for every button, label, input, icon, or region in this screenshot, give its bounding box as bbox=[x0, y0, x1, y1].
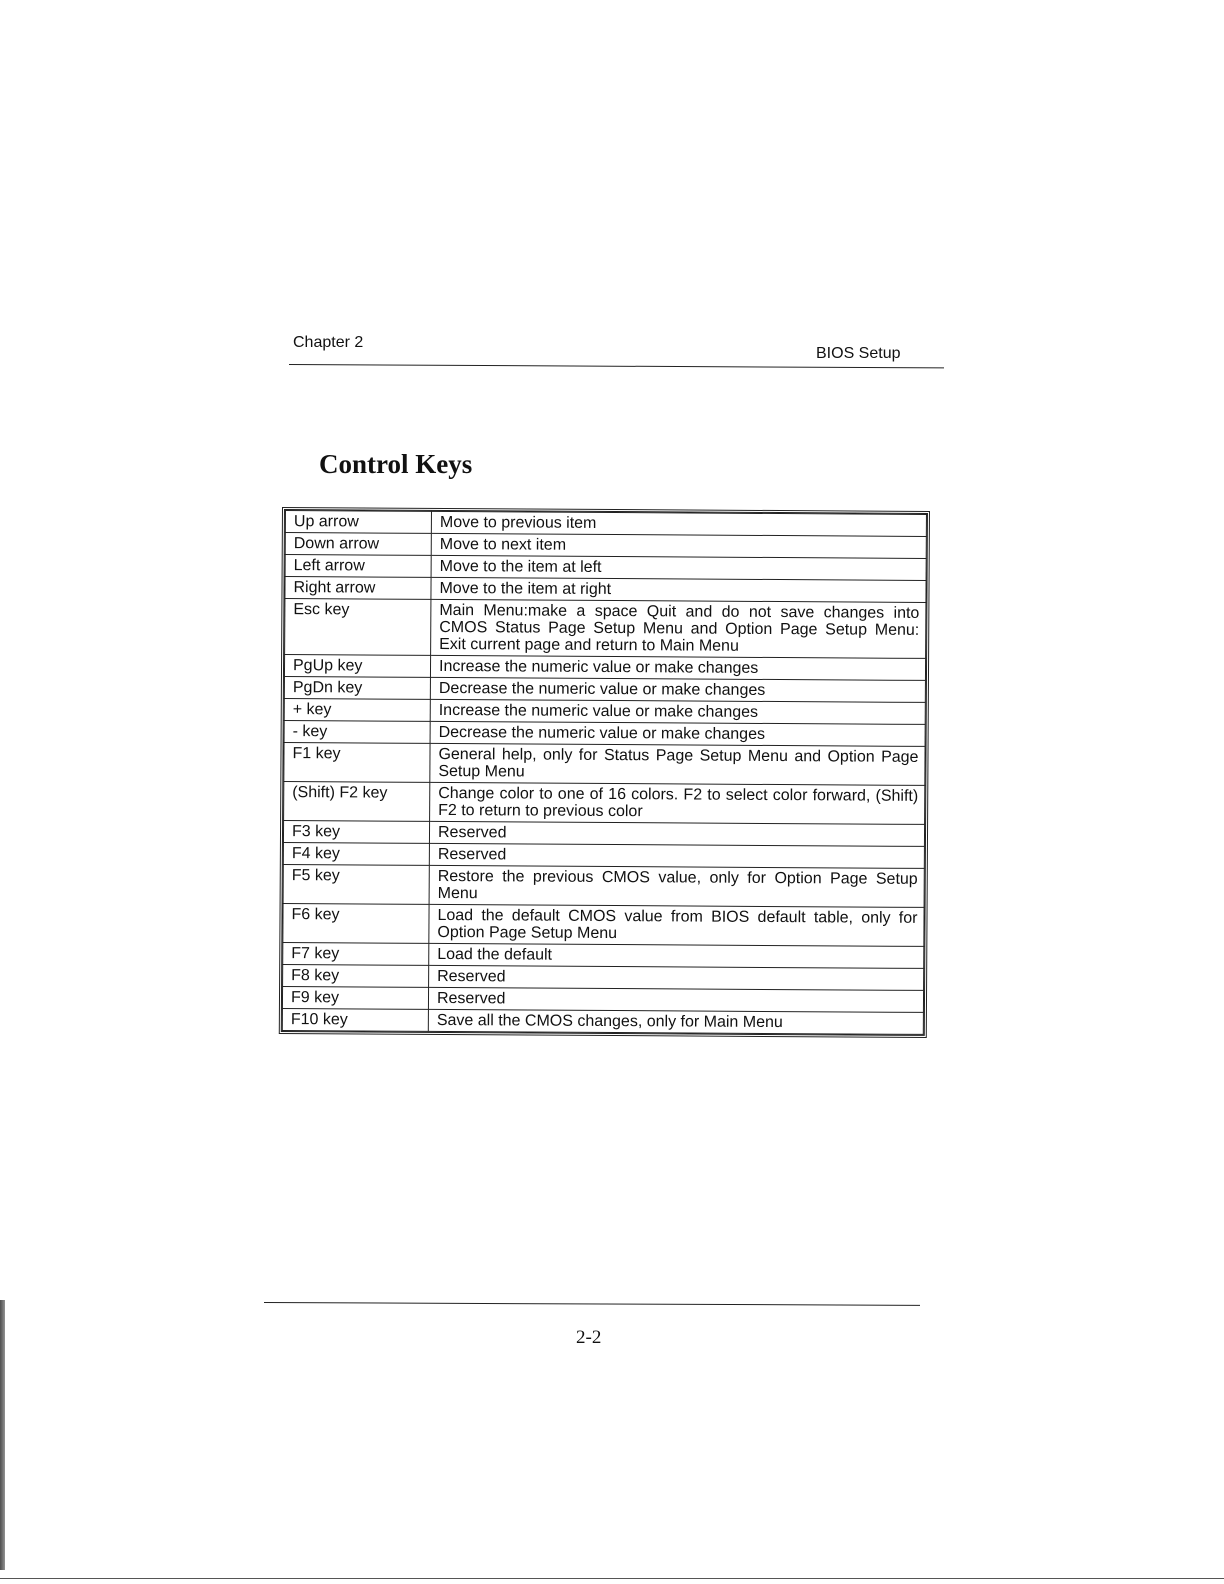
key-cell: PgDn key bbox=[284, 677, 430, 700]
description-cell: Decrease the numeric value or make changes bbox=[430, 721, 925, 746]
key-cell: PgUp key bbox=[284, 655, 430, 678]
table-row bbox=[283, 904, 924, 947]
description-cell: Reserved bbox=[429, 965, 924, 990]
description-cell: Move to the item at left bbox=[431, 555, 926, 580]
page-number: 2-2 bbox=[576, 1327, 602, 1348]
description-cell: General help, only for Status Page Setup Menu and Option Page Setup Menu bbox=[430, 743, 925, 785]
table-row bbox=[283, 865, 924, 908]
description-cell: Restore the previous CMOS value, only for Option Page Setup Menu bbox=[429, 865, 924, 907]
description-cell: Increase the numeric value or make changes bbox=[430, 655, 925, 680]
description-cell: Move to next item bbox=[431, 533, 926, 558]
key-cell: F3 key bbox=[283, 821, 429, 844]
key-cell: Esc key bbox=[285, 599, 431, 656]
description-cell: Reserved bbox=[429, 821, 924, 846]
key-cell: F9 key bbox=[282, 987, 428, 1010]
scan-bottom-rule bbox=[0, 1578, 1224, 1579]
key-cell: Left arrow bbox=[285, 555, 431, 578]
description-cell: Load the default bbox=[429, 943, 924, 968]
key-cell: (Shift) F2 key bbox=[284, 782, 430, 822]
description-cell: Load the default CMOS value from BIOS default table, only for Option Page Setup Menu bbox=[429, 904, 924, 946]
footer-rule bbox=[264, 1302, 920, 1306]
description-cell: Move to previous item bbox=[431, 511, 926, 536]
table-row bbox=[285, 599, 926, 659]
key-cell: F6 key bbox=[283, 904, 429, 944]
header-section: BIOS Setup bbox=[816, 345, 901, 362]
key-cell: - key bbox=[284, 721, 430, 744]
table-row bbox=[284, 743, 925, 786]
description-cell: Main Menu:make a space Quit and do not save changes into CMOS Status Page Setup Menu and Option Page Setup Menu: Exit current page and return to Main Menu bbox=[431, 599, 926, 658]
description-cell: Decrease the numeric value or make changes bbox=[430, 677, 925, 702]
description-cell: Reserved bbox=[429, 843, 924, 868]
key-cell: Up arrow bbox=[285, 511, 431, 534]
key-cell: Right arrow bbox=[285, 577, 431, 600]
key-cell: F5 key bbox=[283, 865, 429, 905]
key-cell: Down arrow bbox=[285, 533, 431, 556]
header-chapter: Chapter 2 bbox=[293, 334, 364, 351]
control-keys-table bbox=[279, 507, 930, 1038]
key-cell: F4 key bbox=[283, 843, 429, 866]
scan-edge-mark bbox=[0, 1300, 5, 1570]
key-cell: + key bbox=[284, 699, 430, 722]
key-cell: F1 key bbox=[284, 743, 430, 783]
page-title: Control Keys bbox=[319, 449, 473, 479]
table-row bbox=[284, 782, 925, 825]
description-cell: Change color to one of 16 colors. F2 to select color forward, (Shift) F2 to return to previous color bbox=[430, 782, 925, 824]
key-cell: F8 key bbox=[283, 965, 429, 988]
description-cell: Save all the CMOS changes, only for Main Menu bbox=[428, 1009, 923, 1034]
description-cell: Move to the item at right bbox=[431, 577, 926, 602]
key-cell: F10 key bbox=[282, 1009, 428, 1032]
control-keys-table-body bbox=[282, 511, 926, 1035]
table-row bbox=[282, 1009, 923, 1035]
header-rule bbox=[289, 364, 944, 368]
description-cell: Increase the numeric value or make changes bbox=[430, 699, 925, 724]
key-cell: F7 key bbox=[283, 943, 429, 966]
description-cell: Reserved bbox=[428, 987, 923, 1012]
